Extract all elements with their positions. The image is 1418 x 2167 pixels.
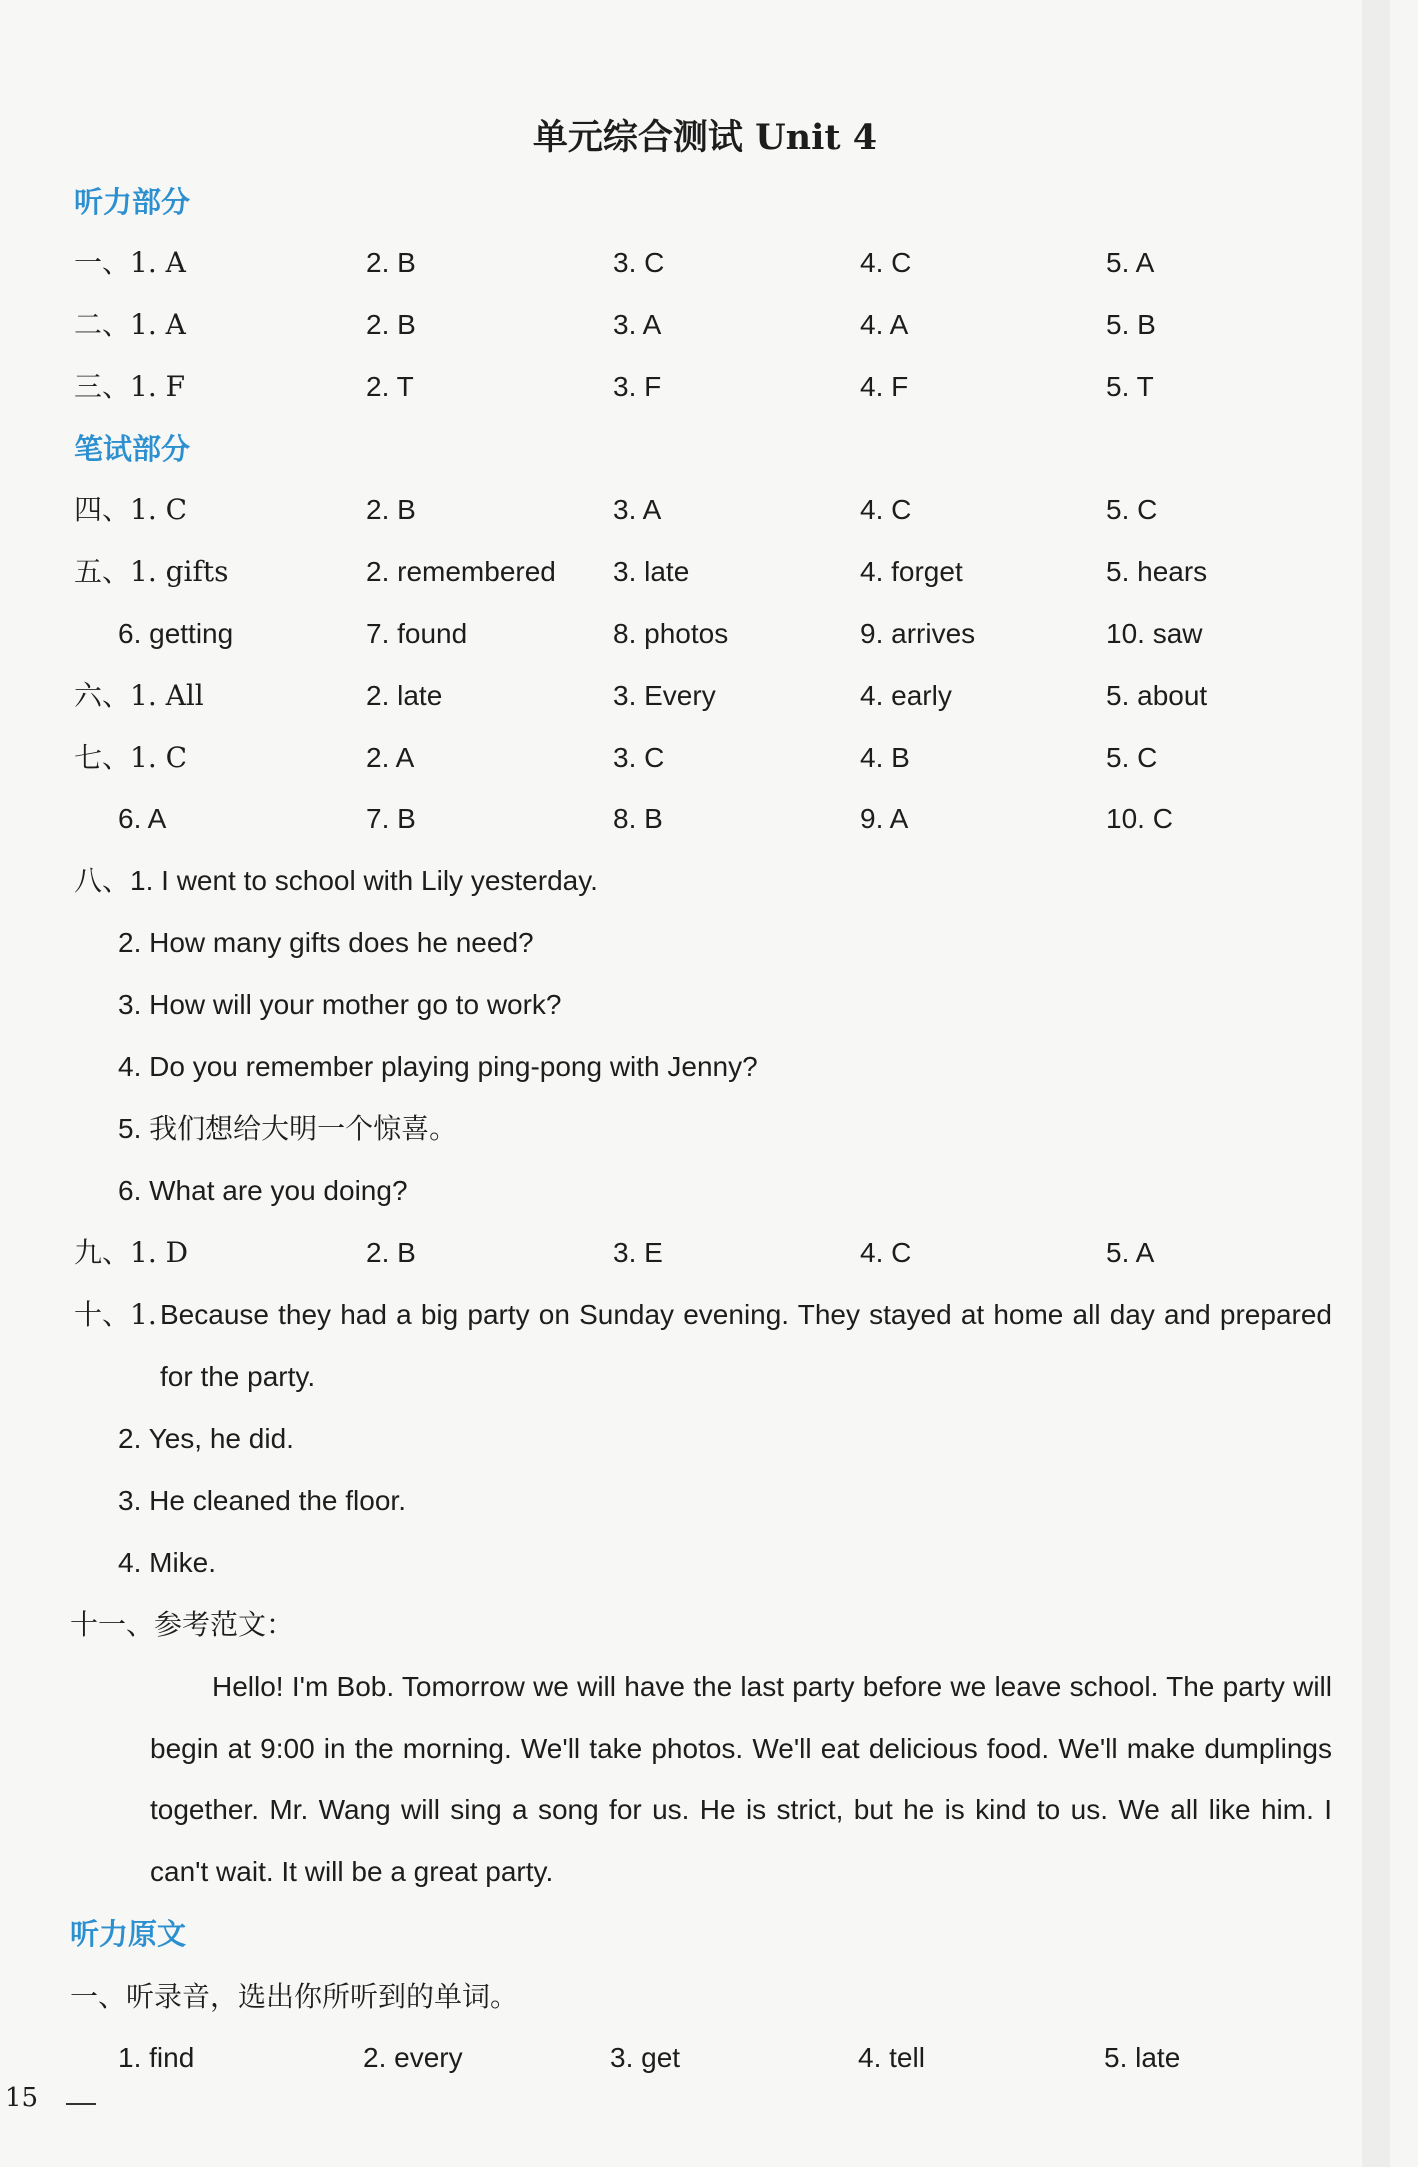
answer: 4. forget <box>860 556 963 587</box>
answer-row-4 <box>0 488 1390 532</box>
answer-label: 十一、参考范文： <box>70 1608 295 1641</box>
answer-line: 八、1. I went to school with Lily yesterday. <box>74 865 598 896</box>
answer-row-3 <box>0 365 1390 409</box>
answer: 2. remembered <box>366 556 556 587</box>
answer: 4. C <box>860 1237 912 1268</box>
answer: 5. C <box>1106 742 1158 773</box>
answer-label: 五、1. gifts <box>74 555 229 588</box>
answer: 9. arrives <box>860 618 976 649</box>
word: 3. get <box>610 2042 681 2073</box>
answer: 2. B <box>366 494 416 525</box>
answer-line: 3. How will your mother go to work? <box>118 989 562 1020</box>
answer: 4. B <box>860 742 910 773</box>
page-number-dash <box>66 2103 96 2105</box>
answer: 4. C <box>860 494 912 525</box>
answer: 4. early <box>860 680 952 711</box>
answer: 3. C <box>613 742 665 773</box>
answer: 5. hears <box>1106 556 1208 587</box>
answer-paragraph: Because they had a big party on Sunday evening. They stayed at home all day and prepared for the party. <box>160 1299 1332 1392</box>
word-row <box>0 2036 1390 2080</box>
answer: 3. C <box>613 247 665 278</box>
answer: 3. A <box>613 309 662 340</box>
answer: 10. C <box>1106 803 1173 834</box>
section-listening: 听力部分 <box>74 185 191 219</box>
answer: 6. A <box>118 803 167 834</box>
answer: 10. saw <box>1106 618 1203 649</box>
answer: 4. C <box>860 247 912 278</box>
answer-line: 4. Do you remember playing ping-pong with Jenny? <box>118 1051 758 1082</box>
answer: 5. T <box>1106 371 1154 402</box>
answer: 8. B <box>613 803 663 834</box>
section-script: 听力原文 <box>70 1917 187 1951</box>
answer-row-1 <box>0 241 1390 285</box>
answer: 5. C <box>1106 494 1158 525</box>
answer: 5. A <box>1106 1237 1155 1268</box>
answer: 8. photos <box>613 618 729 649</box>
answer-row-6 <box>0 674 1390 718</box>
answer: 2. B <box>366 1237 416 1268</box>
word: 2. every <box>363 2042 463 2073</box>
answer: 3. F <box>613 371 662 402</box>
answer: 5. B <box>1106 309 1156 340</box>
answer-row-5 <box>0 550 1390 594</box>
answer-row-7 <box>0 736 1390 780</box>
answer-row-7b <box>0 797 1390 841</box>
answer: 3. E <box>613 1237 663 1268</box>
answer: 3. late <box>613 556 690 587</box>
answer-line: 3. He cleaned the floor. <box>118 1485 406 1516</box>
answer: 2. B <box>366 309 416 340</box>
answer-label: 三、1. F <box>74 370 186 403</box>
instruction-line: 一、听录音，选出你所听到的单词。 <box>70 1980 519 2013</box>
answer-label: 六、1. All <box>74 679 204 712</box>
answer-line: 2. How many gifts does he need? <box>118 927 534 958</box>
word: 5. late <box>1104 2042 1181 2073</box>
answer: 4. F <box>860 371 909 402</box>
answer-line: 5. 我们想给大明一个惊喜。 <box>118 1113 458 1144</box>
answer-line: 6. What are you doing? <box>118 1175 408 1206</box>
answer: 2. A <box>366 742 415 773</box>
answer-line: 4. Mike. <box>118 1547 217 1578</box>
sample-essay: Hello! I'm Bob. Tomorrow we will have the last party before we leave school. The party will begin at 9:00 in the morning. We'll take photos. We'll eat delicious food. We'll make dumplings together. Mr. Wang will sing a song for us. He is strict, but he is kind to us. We all like him. I can't wait. It will be a great party. <box>150 1671 1332 1887</box>
answer: 4. A <box>860 309 909 340</box>
answer-label: 一、1. A <box>74 246 186 279</box>
word: 1. find <box>118 2042 195 2073</box>
word: 4. tell <box>858 2042 925 2073</box>
answer: 2. late <box>366 680 443 711</box>
answer: 2. B <box>366 247 416 278</box>
page-number: 15 <box>5 2083 39 2113</box>
answer-label: 七、1. C <box>74 741 188 774</box>
answer: 5. about <box>1106 680 1208 711</box>
answer: 5. A <box>1106 247 1155 278</box>
answer: 6. getting <box>118 618 234 649</box>
answer-label: 二、1. A <box>74 308 186 341</box>
page-title: 单元综合测试 Unit 4 <box>532 117 878 158</box>
answer: 7. found <box>366 618 468 649</box>
answer-label: 十、1. <box>74 1298 157 1331</box>
answer-row-9 <box>0 1231 1390 1275</box>
answer-row-2 <box>0 303 1390 347</box>
section-writing: 笔试部分 <box>74 432 191 466</box>
answer-line: 2. Yes, he did. <box>118 1423 294 1454</box>
answer-label: 九、1. D <box>74 1236 189 1269</box>
answer-label: 四、1. C <box>74 493 188 526</box>
answer: 7. B <box>366 803 416 834</box>
answer: 3. Every <box>613 680 716 711</box>
answer-row-5b <box>0 612 1390 656</box>
answer: 9. A <box>860 803 909 834</box>
answer: 3. A <box>613 494 662 525</box>
answer: 2. T <box>366 371 414 402</box>
